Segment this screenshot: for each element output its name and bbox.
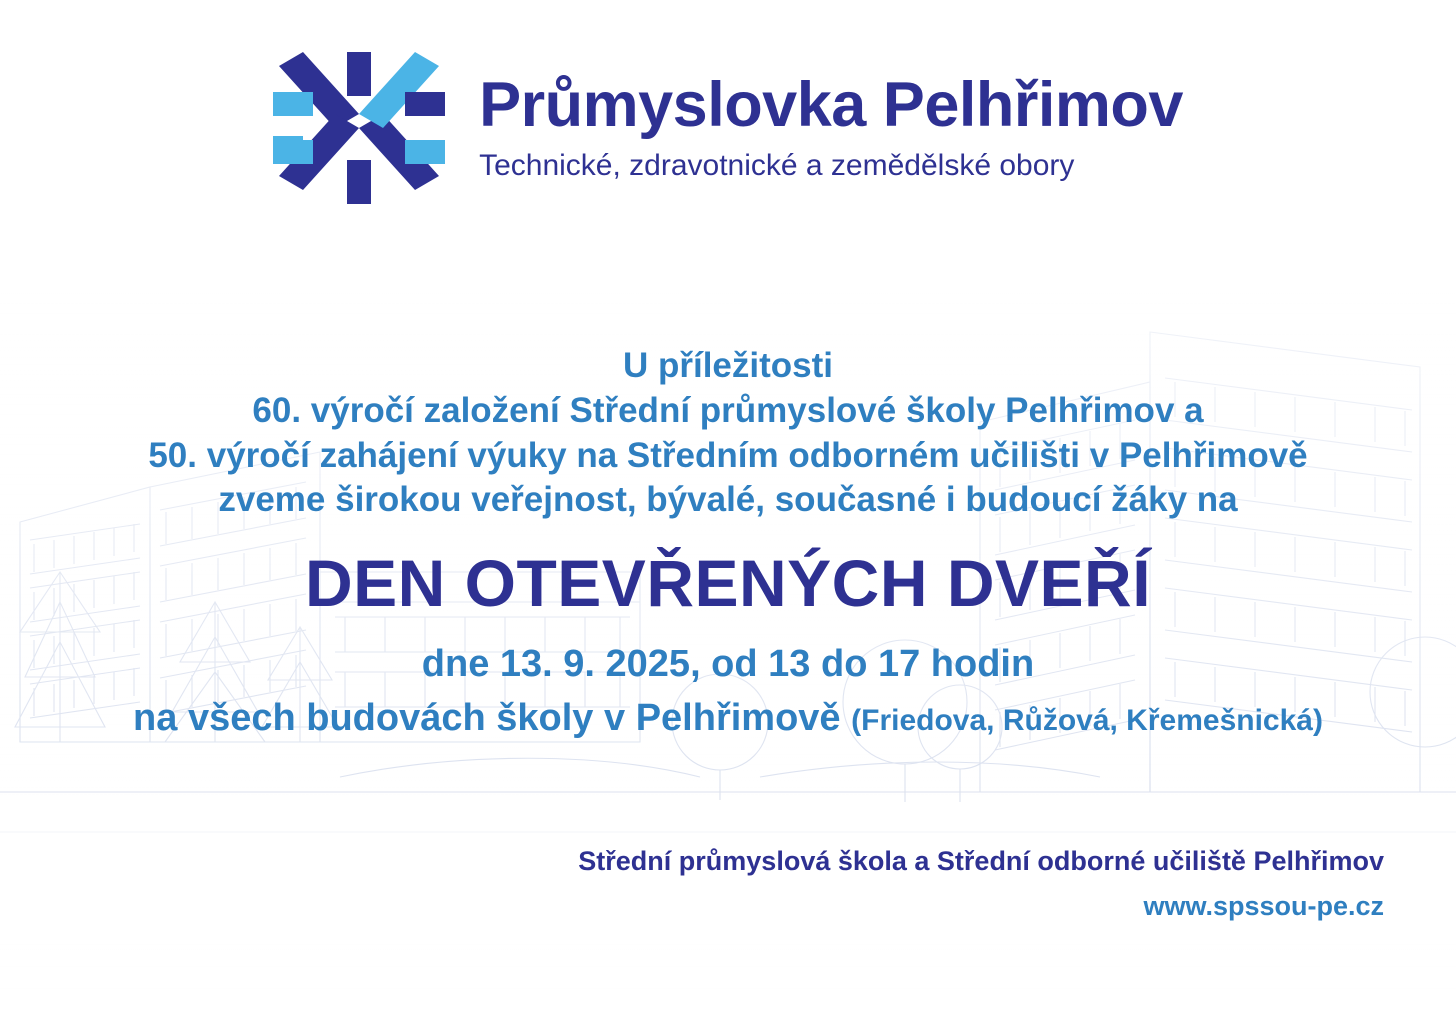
brand-subtitle: Technické, zdravotnické a zemědělské obory — [479, 149, 1075, 183]
poster-date-time: dne 13. 9. 2025, od 13 do 17 hodin — [421, 642, 1035, 685]
footer — [578, 846, 1384, 922]
footer-school-name: Střední průmyslová škola a Střední odborné učiliště Pelhřimov — [578, 846, 1384, 876]
footer-website-link[interactable]: www.spssou-pe.cz — [1143, 891, 1384, 921]
brand-logo — [273, 52, 1183, 204]
header — [0, 0, 1456, 272]
brand-title: Průmyslovka Pelhřimov — [479, 69, 1183, 140]
asterisk-star-logo-icon — [273, 52, 445, 204]
poster-location-detail: (Friedova, Růžová, Křemešnická) — [851, 704, 1323, 738]
poster-anniversary-line-1: 60. výročí založení Střední průmyslové školy Pelhřimov a — [252, 390, 1204, 430]
brand-text — [479, 69, 1183, 184]
poster-occasion: U příležitosti — [622, 346, 834, 385]
poster-headline: DEN OTEVŘENÝCH DVEŘÍ — [304, 546, 1152, 621]
poster-anniversary-line-2: 50. výročí zahájení výuky na Středním odborném učilišti v Pelhřimově — [148, 435, 1308, 475]
poster-location — [0, 694, 1456, 743]
poster-location-main: na všech budovách školy v Pelhřimově — [133, 697, 841, 740]
poster-invitation: zveme širokou veřejnost, bývalé, současné i budoucí žáky na — [218, 480, 1238, 520]
